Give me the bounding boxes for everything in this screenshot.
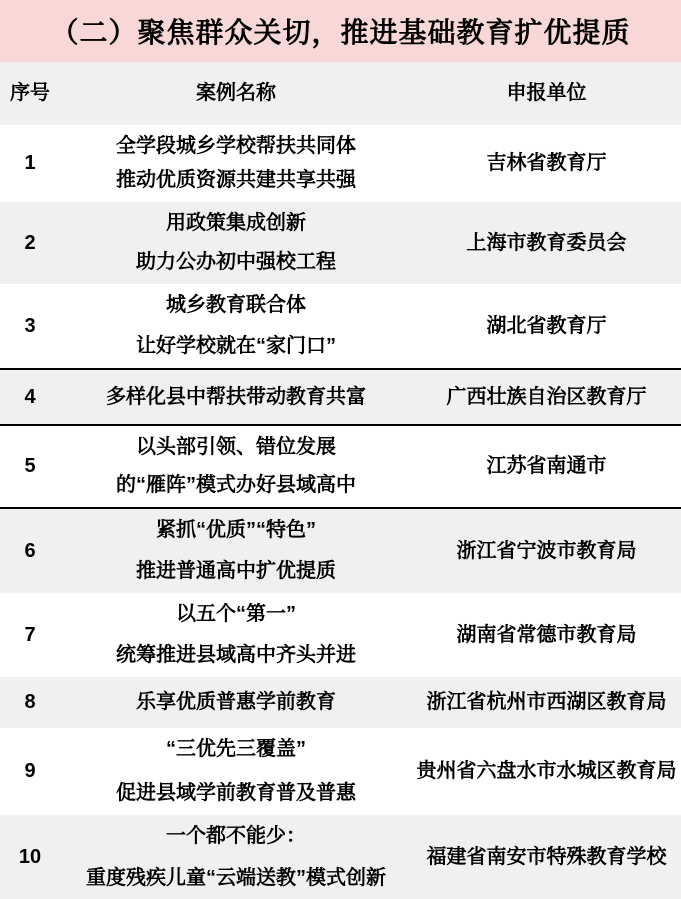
case-name-cell [60,509,412,593]
case-name-cell [60,370,412,424]
unit-name: 浙江省宁波市教育局 [456,539,637,562]
row-number: 7 [24,623,36,646]
case-name-line: 以五个“第一” [176,603,296,625]
row-number: 3 [24,314,36,337]
table-row [0,284,681,368]
unit-name: 湖北省教育厅 [486,314,607,337]
case-name-cell [60,593,412,677]
table-body [0,125,681,899]
case-name-cell [60,677,412,728]
case-name-line: 一个都不能少： [166,825,306,847]
row-number: 9 [24,760,36,782]
cases-table [0,62,681,899]
case-name-line: 推进普通高中扩优提质 [136,560,336,582]
table-row [0,202,681,284]
column-header-case: 案例名称 [196,82,276,104]
column-header-unit: 申报单位 [506,82,587,104]
table-row [0,368,681,424]
case-name-cell [60,426,412,507]
case-name-cell [60,125,412,202]
table-row [0,424,681,507]
case-name-line: 全学段城乡学校帮扶共同体 [116,135,356,157]
case-name-line: 助力公办初中强校工程 [136,251,336,273]
table-row [0,815,681,899]
table-row [0,125,681,202]
row-number: 4 [24,385,36,408]
table-row [0,593,681,677]
case-name-line: 促进县域学前教育普及普惠 [116,782,356,804]
case-name-line: 城乡教育联合体 [166,294,306,316]
case-name-line: 推动优质资源共建共享共强 [116,169,356,191]
column-header-no: 序号 [10,82,50,104]
unit-name: 吉林省教育厅 [486,152,607,174]
row-number: 8 [24,691,36,713]
case-name-line: 以头部引领、错位发展 [136,436,336,458]
case-name-line: 重度残疾儿童“云端送教”模式创新 [86,867,386,889]
case-name-cell [60,284,412,368]
unit-name: 江苏省南通市 [486,455,607,477]
unit-name: 上海市教育委员会 [466,231,627,254]
table-row [0,507,681,593]
row-number: 2 [24,231,36,254]
section-title: （二）聚焦群众关切，推进基础教育扩优提质 [50,16,631,49]
case-name-line: 乐享优质普惠学前教育 [136,691,336,713]
case-name-cell [60,728,412,815]
case-name-line: 统筹推进县域高中齐头并进 [116,644,356,666]
table-row [0,677,681,728]
case-name-line: “三优先三覆盖” [166,738,306,760]
unit-name: 湖南省常德市教育局 [456,623,637,646]
unit-name: 浙江省杭州市西湖区教育局 [426,691,667,713]
row-number: 1 [24,152,36,174]
row-number: 10 [18,846,42,868]
case-name-line: 多样化县中帮扶带动教育共富 [106,385,366,408]
case-name-line: 的“雁阵”模式办好县域高中 [116,474,356,496]
unit-name: 贵州省六盘水市水城区教育局 [416,760,677,782]
row-number: 5 [24,455,36,477]
case-name-line: 让好学校就在“家门口” [136,335,336,357]
case-name-line: 用政策集成创新 [166,212,306,234]
unit-name: 广西壮族自治区教育厅 [446,385,647,408]
case-name-line: 紧抓“优质”“特色” [156,519,316,541]
case-name-cell [60,815,412,899]
table-row [0,728,681,815]
unit-name: 福建省南安市特殊教育学校 [426,846,667,868]
table-header-row [0,62,681,125]
section-header [0,0,681,62]
case-name-cell [60,202,412,284]
row-number: 6 [24,539,36,562]
